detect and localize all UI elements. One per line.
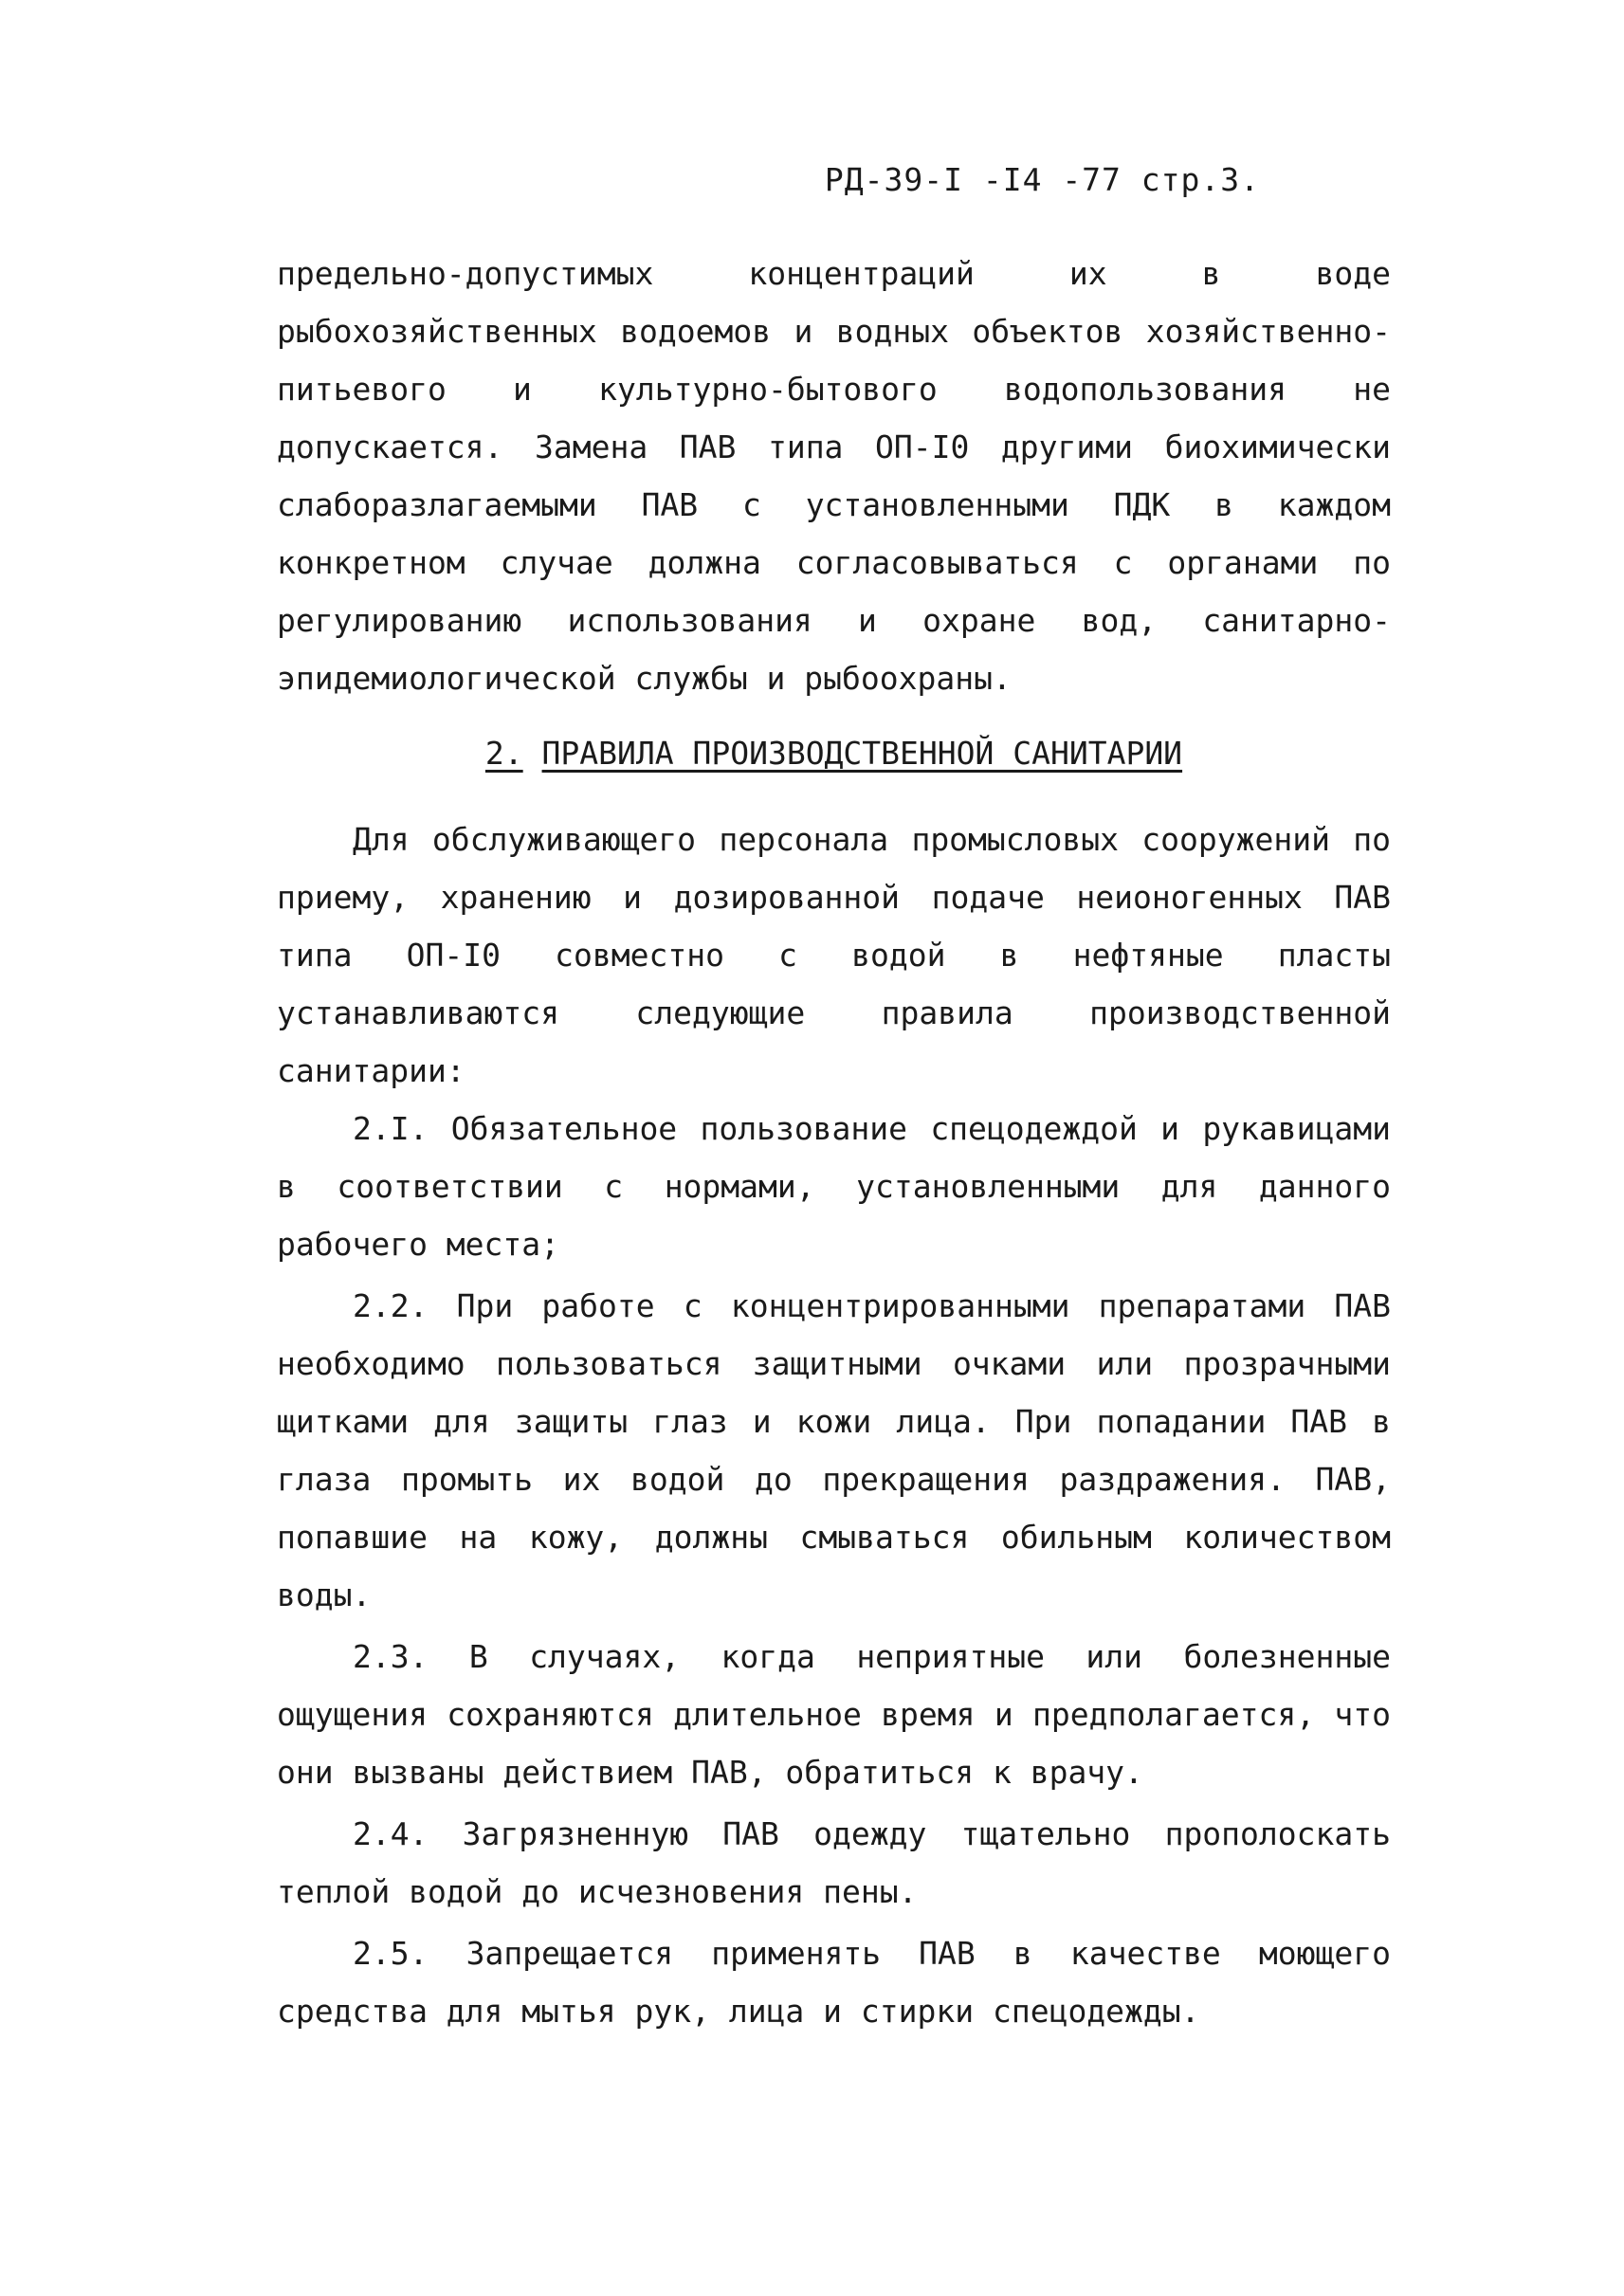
intro-paragraph: предельно-допустимых концентраций их в воде рыбохозяйственных водоемов и водных объектов хозяйственно-питьевого и культурно-бытового водопользования не допускается. Замена ПАВ типа ОП-I0 другими биохимически слаборазлагаемыми ПАВ с установленными ПДК в каждом конкретном случае должна согласовываться с органами по регулированию использования и охране вод, санитарно-эпидемиологической службы и рыбоохраны.	[277, 255, 1391, 697]
section-title: ПРАВИЛА ПРОИЗВОДСТВЕННОЙ САНИТАРИИ	[541, 735, 1183, 772]
section-heading	[277, 724, 1391, 782]
document-body	[277, 245, 1391, 2044]
page-header-doc-ref: РД-39-I -I4 -77 стр.3.	[824, 161, 1260, 198]
rule-item-2-3: 2.3. В случаях, когда неприятные или болезненные ощущения сохраняются длительное время и предполагается, что они вызваны действием ПАВ, обратиться к врачу.	[277, 1638, 1391, 1791]
rule-item-2-5: 2.5. Запрещается применять ПАВ в качестве моющего средства для мытья рук, лица и стирки спецодежды.	[277, 1935, 1391, 2030]
rule-item-2-1: 2.I. Обязательное пользование спецодеждой и рукавицами в соответствии с нормами, установленными для данного рабочего места;	[277, 1110, 1391, 1263]
section-intro-paragraph: Для обслуживающего персонала промысловых сооружений по приему, хранению и дозированной подаче неионогенных ПАВ типа ОП-I0 совместно с водой в нефтяные пласты устанавливаются следующие правила производственной санитарии:	[277, 821, 1391, 1089]
rule-item-2-2: 2.2. При работе с концентрированными препаратами ПАВ необходимо пользоваться защитными очками или прозрачными щитками для защиты глаз и кожи лица. При попадании ПАВ в глаза промыть их водой до прекращения раздражения. ПАВ, попавшие на кожу, должны смываться обильным количеством воды.	[277, 1287, 1391, 1613]
rule-item-2-4: 2.4. Загрязненную ПАВ одежду тщательно прополоскать теплой водой до исчезновения пены.	[277, 1815, 1391, 1910]
section-number: 2.	[484, 735, 523, 772]
